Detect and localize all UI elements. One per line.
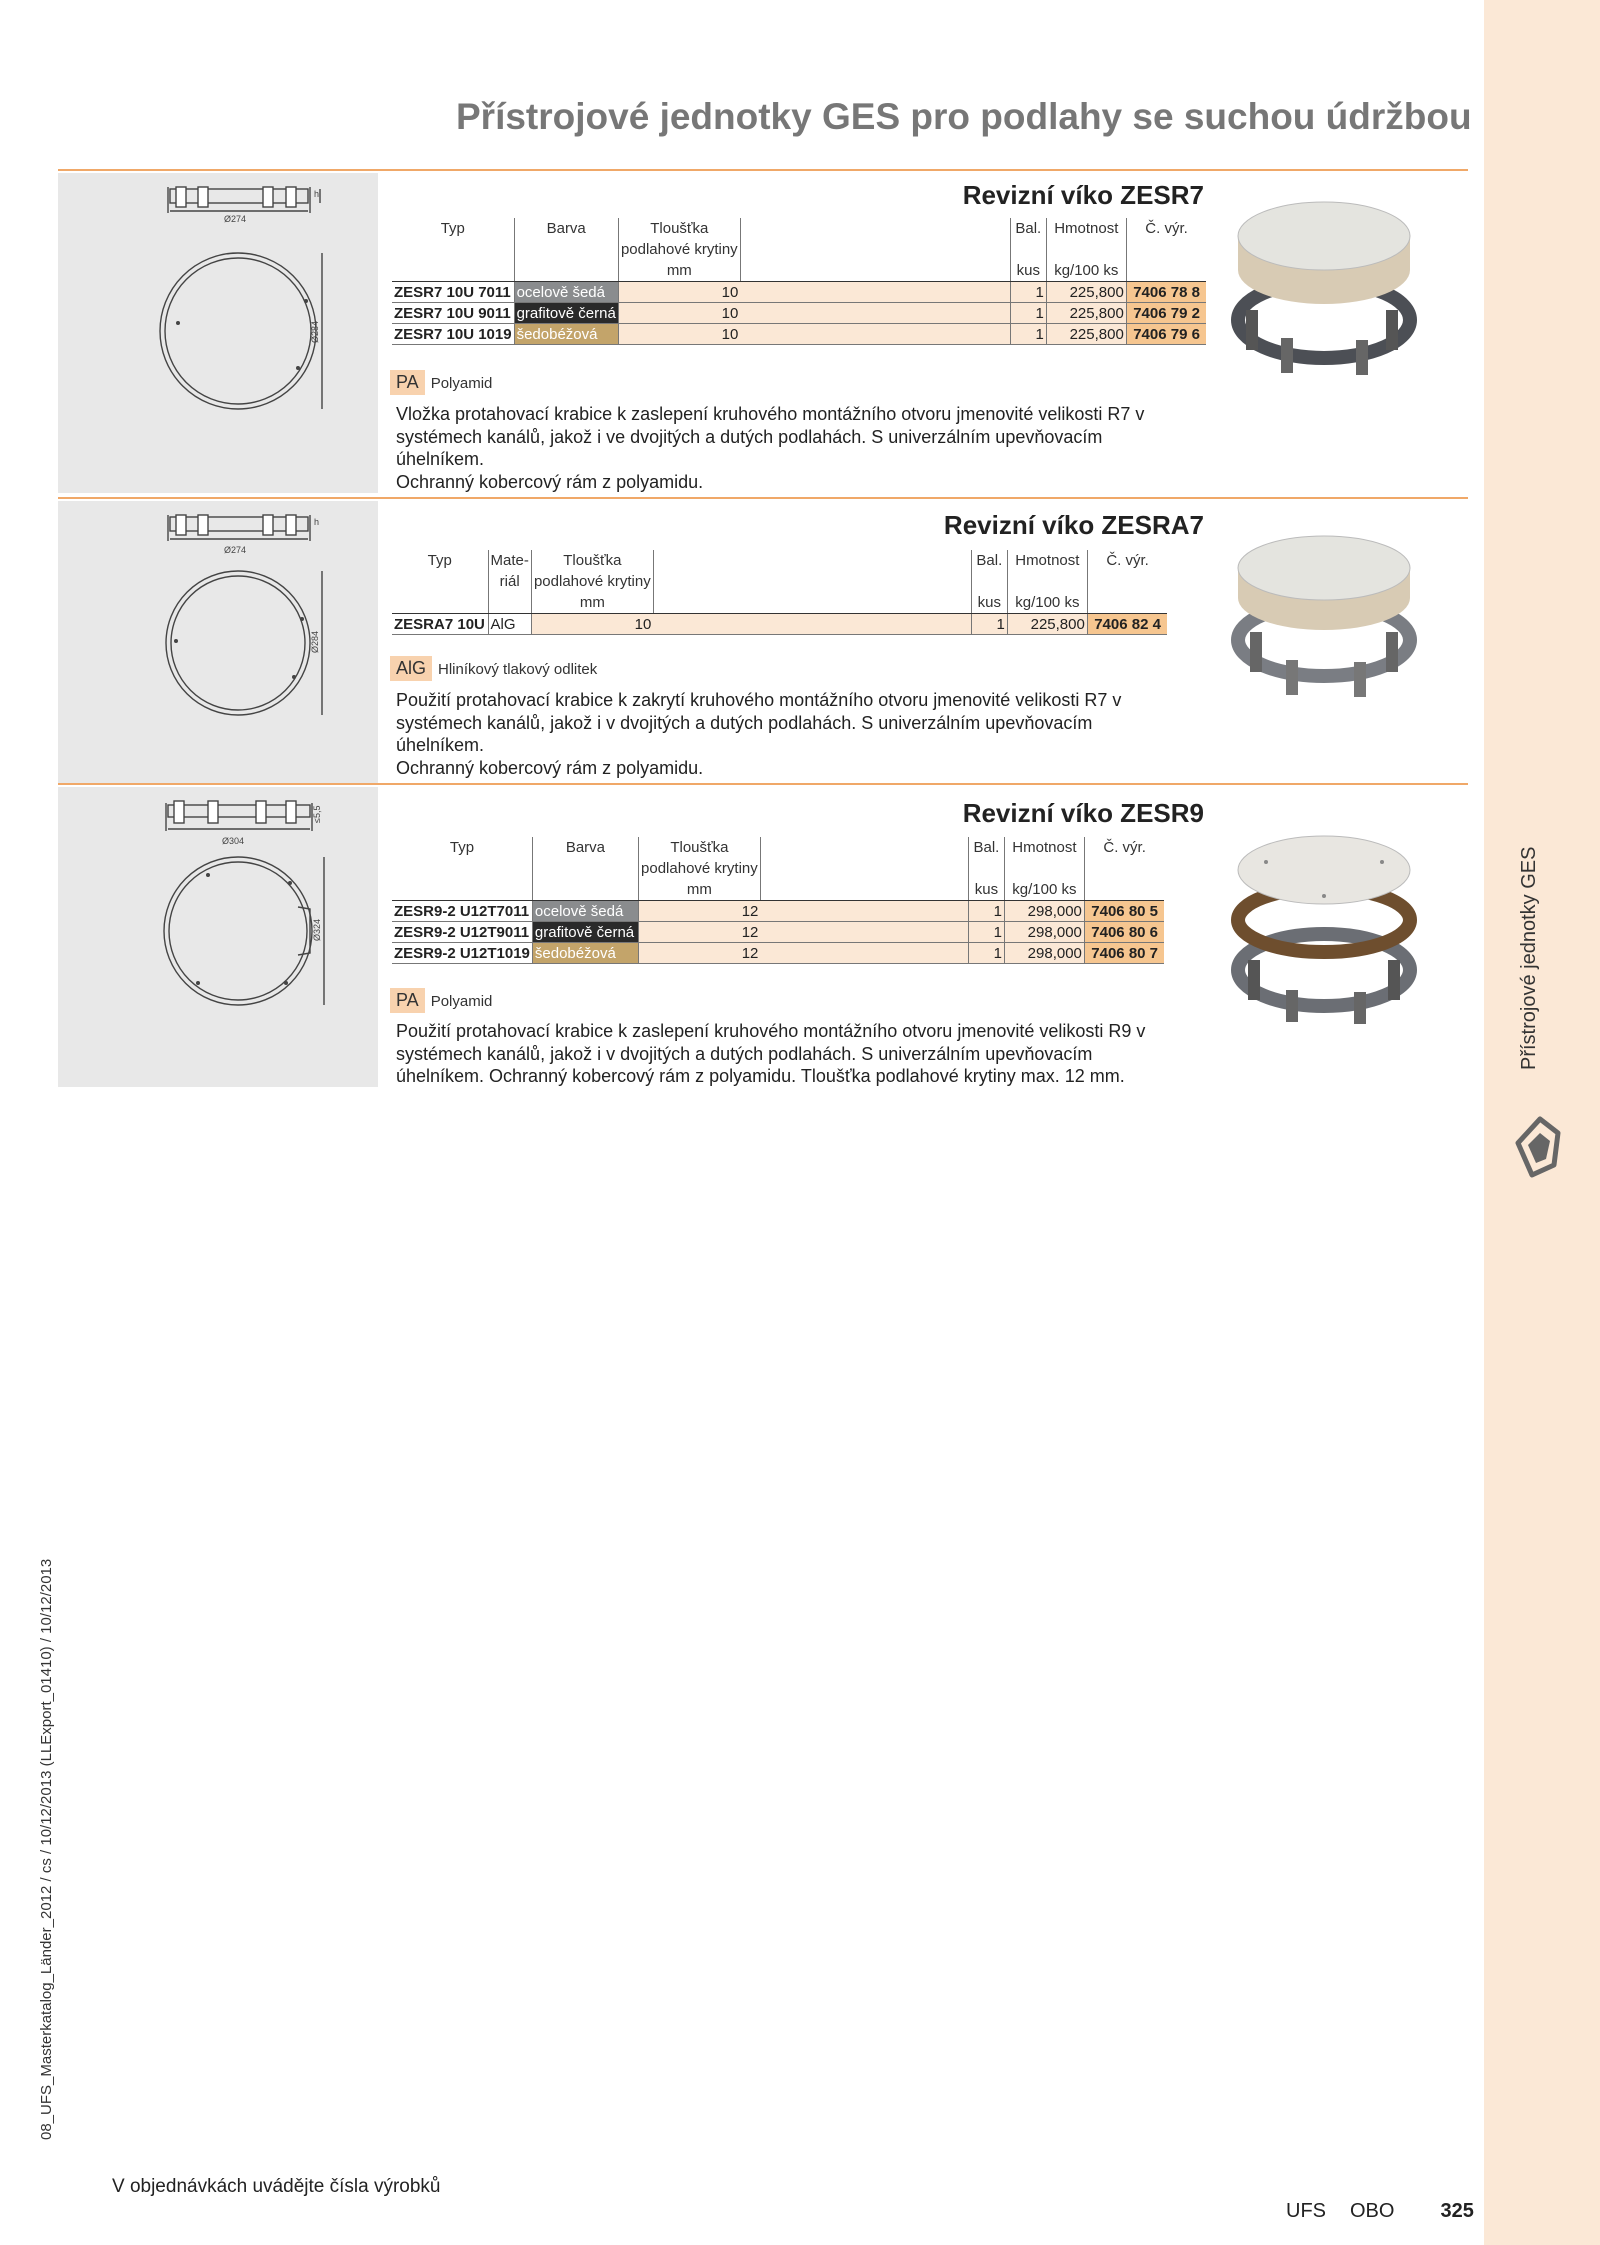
footer-brand: UFS OBO 325 — [1286, 2200, 1474, 2222]
height-label: h — [314, 189, 320, 199]
table-row: ZESR9-2 U12T7011 ocelově šedá 12 1 298,000 7406 80 5 — [392, 901, 1164, 922]
section-title: Revizní víko ZESR9 — [962, 798, 1204, 828]
material-legend: PA Polyamid — [390, 370, 492, 395]
material-legend: AlG Hliníkový tlakový odlitek — [390, 656, 597, 681]
section-title: Revizní víko ZESR7 — [962, 180, 1204, 210]
page-title: Přístrojové jednotky GES pro podlahy se suchou údržbou — [456, 96, 1472, 137]
table-row: ZESRA7 10U AlG 10 1 225,800 7406 82 4 — [392, 614, 1167, 635]
technical-drawing-zesr9 — [58, 787, 378, 1087]
floor-box-icon — [1510, 1105, 1570, 1185]
diam-side-label: Ø284 — [310, 320, 320, 343]
section-divider — [58, 783, 1468, 785]
product-table-zesra7: Typ Mate-riál Tloušťka podlahové krytiny Bal. Hmotnost Č. výr. mm kus kg/100 ks ZESRA7 10U AlG 10 1 225,800 7406 82 4 — [392, 550, 1167, 635]
print-meta: 08_UFS_Masterkatalog_Länder_2012 / cs / 10/12/2013 (LLExport_01410) / 10/12/2013 — [38, 1558, 55, 2140]
material-legend: PA Polyamid — [390, 988, 492, 1013]
section-divider — [58, 169, 1468, 171]
svg-text:Ø324: Ø324 — [312, 918, 322, 941]
product-description: Vložka protahovací krabice k zaslepení kruhového montážního otvoru jmenovité velikosti R7 v systémech kanálů, jakož i ve dvojitých a dutých podlahách. S univerzálním upevňovacím úhelníkem. Ochranný kobercový rám z polyamidu. — [396, 404, 1145, 492]
page-number: 325 — [1440, 2200, 1474, 2222]
table-row: ZESR7 10U 1019 šedobéžová 10 1 225,800 7406 79 6 — [392, 324, 1206, 345]
svg-text:≤5,5: ≤5,5 — [312, 805, 322, 823]
product-photo-zesr7 — [1226, 190, 1422, 390]
table-row: ZESR9-2 U12T1019 šedobéžová 12 1 298,000 7406 80 7 — [392, 943, 1164, 964]
diam-top-label: Ø274 — [224, 214, 247, 224]
table-row: ZESR7 10U 9011 grafitově černá 10 1 225,800 7406 79 2 — [392, 303, 1206, 324]
svg-text:h: h — [314, 517, 320, 527]
svg-text:Ø284: Ø284 — [310, 630, 320, 653]
product-description: Použití protahovací krabice k zaslepení kruhového montážního otvoru jmenovité velikosti R9 v systémech kanálů, jakož i v dvojitých a dutých podlahách. S univerzálním upevňovacím úhelníkem. Ochranný kobercový rám z polyamidu. Tloušťka podlahové krytiny max. 12 mm. — [396, 1021, 1146, 1086]
footer-note: V objednávkách uvádějte čísla výrobků — [112, 2176, 441, 2197]
svg-text:Ø274: Ø274 — [224, 545, 247, 555]
side-section-label: Přístrojové jednotky GES — [1518, 846, 1540, 1070]
product-photo-zesra7 — [1226, 520, 1422, 720]
technical-drawing-zesra7 — [58, 501, 378, 783]
table-row: ZESR9-2 U12T9011 grafitově černá 12 1 298,000 7406 80 6 — [392, 922, 1164, 943]
technical-drawing-zesr7 — [58, 173, 378, 493]
product-table-zesr9: Typ Barva Tloušťka podlahové krytiny Bal. Hmotnost Č. výr. mm kus kg/100 ks ZESR9-2 U12T7011 ocelově šedá 12 1 298,000 7406 80 5 ZESR9-2 U12T9011 grafitově černá 12 1 298,000 7406 80 6 ZESR9-2 U12T1019 šedobéžová 12 1 298,000 7406 80 7 — [392, 837, 1164, 964]
svg-text:Ø304: Ø304 — [222, 836, 245, 846]
product-photo-zesr9 — [1226, 820, 1422, 1030]
product-description: Použití protahovací krabice k zakrytí kruhového montážního otvoru jmenovité velikosti R7 v systémech kanálů, jakož i v dvojitých a dutých podlahách. S univerzálním upevňovacím úhelníkem. Ochranný kobercový rám z polyamidu. — [396, 690, 1122, 778]
product-table-zesr7: Typ Barva Tloušťka podlahové krytiny Bal. Hmotnost Č. výr. mm kus kg/100 ks ZESR7 10U 7011 ocelově šedá 10 1 225,800 7406 78 8 ZESR7 10U 9011 grafitově černá 10 1 225,800 7406 79 2 ZESR7 10U 1019 šedobéžová 10 1 225,800 7406 79 6 — [392, 218, 1206, 345]
section-title: Revizní víko ZESRA7 — [943, 510, 1204, 540]
table-row: ZESR7 10U 7011 ocelově šedá 10 1 225,800 7406 78 8 — [392, 282, 1206, 303]
section-divider — [58, 497, 1468, 499]
